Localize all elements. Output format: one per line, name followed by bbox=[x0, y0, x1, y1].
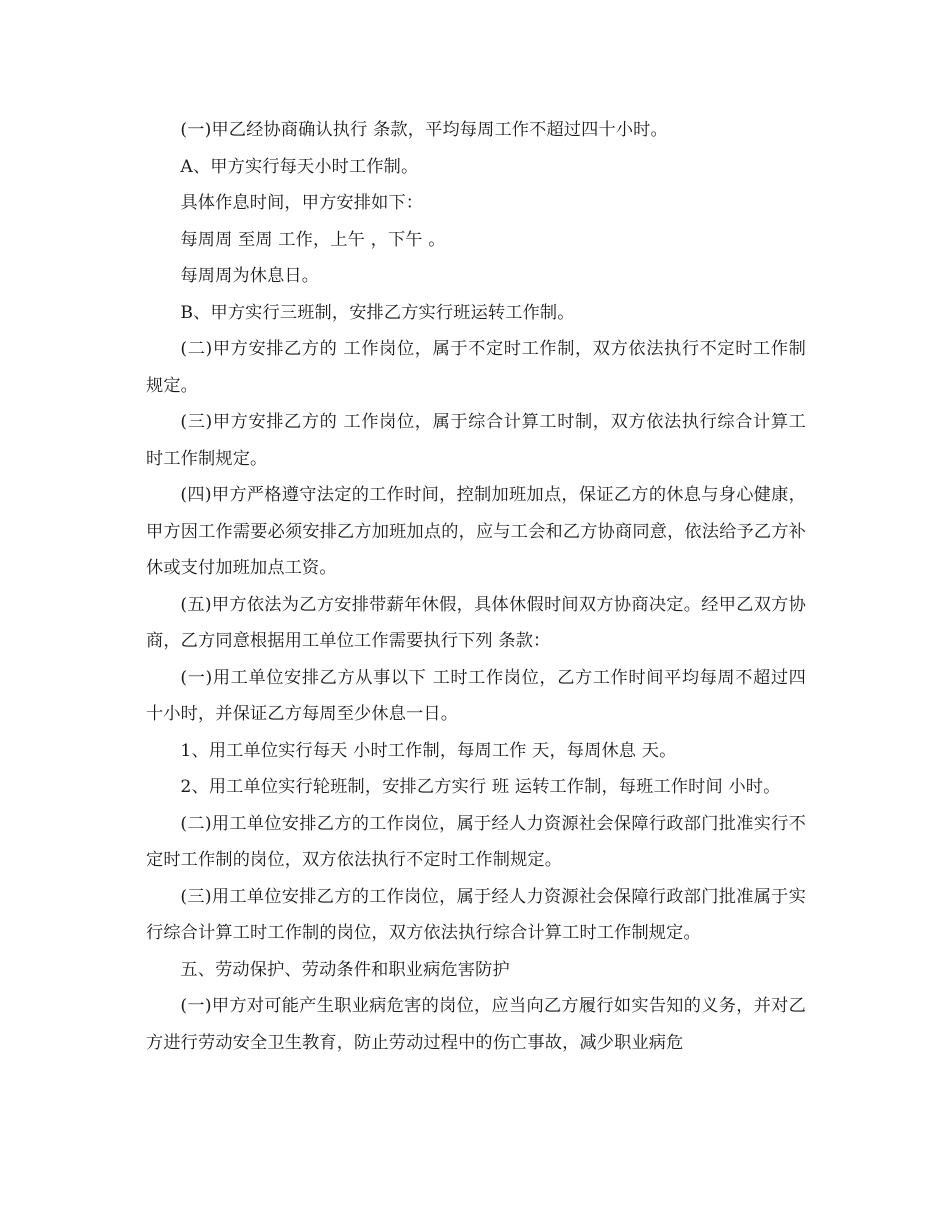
paragraph: B、甲方实行三班制，安排乙方实行班运转工作制。 bbox=[180, 302, 575, 323]
document-body bbox=[146, 112, 806, 1061]
paragraph: 具体作息时间，甲方安排如下： bbox=[180, 193, 424, 213]
paragraph: (二)用工单位安排乙方的工作岗位，属于经人力资源社会保障行政部门批准实行不定时工作制的岗位，双方依法执行不定时工作制规定。 bbox=[146, 813, 806, 870]
paragraph: (五)甲方依法为乙方安排带薪年休假，具体休假时间双方协商决定。经甲乙双方协商，乙方同意根据用工单位工作需要执行下列 条款： bbox=[146, 594, 806, 651]
paragraph: 1、用工单位实行每天 小时工作制，每周工作 天，每周休息 天。 bbox=[180, 740, 677, 761]
paragraph: (三)用工单位安排乙方的工作岗位，属于经人力资源社会保障行政部门批准属于实行综合计算工时工作制的岗位，双方依法执行综合计算工时工作制规定。 bbox=[146, 886, 806, 943]
paragraph: 每周周 至周 工作，上午 ，下午 。 bbox=[180, 229, 446, 250]
paragraph: (二)甲方安排乙方的 工作岗位，属于不定时工作制，双方依法执行不定时工作制规定。 bbox=[146, 339, 806, 396]
paragraph: 2、用工单位实行轮班制，安排乙方实行 班 运转工作制，每班工作时间 小时。 bbox=[180, 777, 781, 797]
paragraph: (三)甲方安排乙方的 工作岗位，属于综合计算工时制，双方依法执行综合计算工时工作制规定。 bbox=[146, 412, 806, 469]
paragraph: 每周周为休息日。 bbox=[180, 266, 320, 286]
paragraph: (一)甲乙经协商确认执行 条款，平均每周工作不超过四十小时。 bbox=[180, 120, 668, 140]
paragraph: (四)甲方严格遵守法定的工作时间，控制加班加点，保证乙方的休息与身心健康，甲方因工作需要必须安排乙方加班加点的，应与工会和乙方协商同意，依法给予乙方补休或支付加班加点工资。 bbox=[146, 485, 806, 578]
section-heading: 五、劳动保护、劳动条件和职业病危害防护 bbox=[180, 959, 510, 980]
paragraph: (一)甲方对可能产生职业病危害的岗位，应当向乙方履行如实告知的义务，并对乙方进行劳动安全卫生教育，防止劳动过程中的伤亡事故，减少职业病危 bbox=[146, 996, 806, 1053]
paragraph: (一)用工单位安排乙方从事以下 工时工作岗位，乙方工作时间平均每周不超过四十小时，并保证乙方每周至少休息一日。 bbox=[146, 667, 806, 724]
paragraph: A、甲方实行每天小时工作制。 bbox=[180, 156, 419, 177]
